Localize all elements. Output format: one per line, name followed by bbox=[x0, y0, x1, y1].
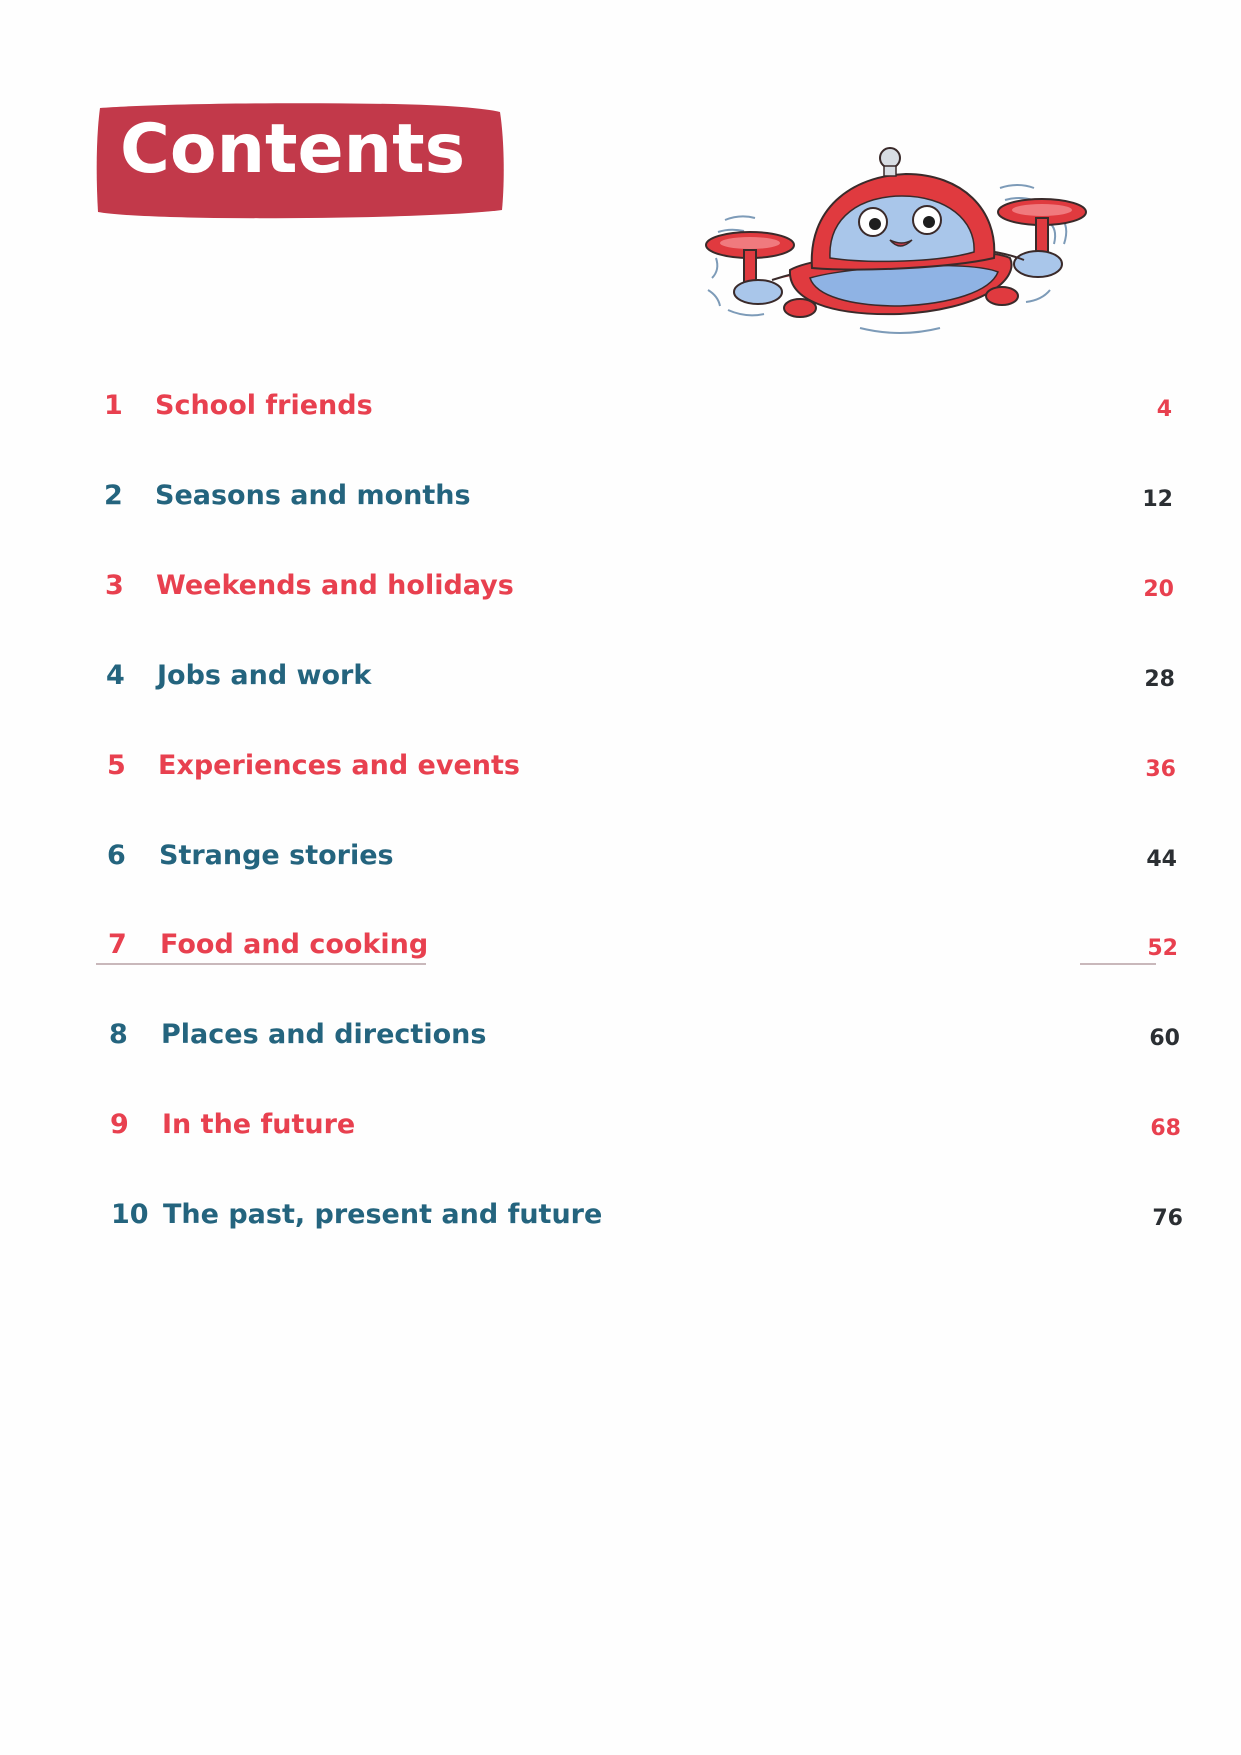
unit-number: 9 bbox=[110, 1109, 129, 1140]
page-number: 44 bbox=[1146, 847, 1177, 872]
unit-number: 3 bbox=[105, 570, 124, 601]
underline-rule bbox=[1080, 963, 1156, 965]
page-number: 12 bbox=[1142, 487, 1173, 512]
unit-title: Weekends and holidays bbox=[156, 570, 514, 601]
unit-title: Experiences and events bbox=[158, 750, 520, 781]
unit-title: The past, present and future bbox=[163, 1199, 603, 1230]
page-number: 68 bbox=[1150, 1116, 1181, 1141]
unit-title: Jobs and work bbox=[157, 660, 372, 691]
page-number: 60 bbox=[1149, 1026, 1180, 1051]
unit-title: Food and cooking bbox=[160, 929, 429, 960]
unit-number: 5 bbox=[107, 750, 126, 781]
page-number: 20 bbox=[1143, 577, 1174, 602]
underline-rule bbox=[96, 963, 426, 965]
drone-mascot-icon bbox=[680, 140, 1140, 350]
unit-title: Strange stories bbox=[159, 840, 394, 871]
page-number: 36 bbox=[1145, 757, 1176, 782]
unit-number: 8 bbox=[109, 1019, 128, 1050]
unit-number: 1 bbox=[104, 390, 123, 421]
unit-number: 2 bbox=[104, 480, 123, 511]
unit-number: 6 bbox=[107, 840, 126, 871]
contents-banner bbox=[94, 98, 506, 224]
unit-number: 10 bbox=[111, 1199, 149, 1230]
unit-title: School friends bbox=[155, 390, 373, 421]
page-number: 28 bbox=[1144, 667, 1175, 692]
page-number: 76 bbox=[1152, 1206, 1183, 1231]
page-title: Contents bbox=[120, 110, 466, 189]
page-number: 52 bbox=[1147, 936, 1178, 961]
unit-number: 7 bbox=[108, 929, 127, 960]
unit-title: Places and directions bbox=[161, 1019, 487, 1050]
page-number: 4 bbox=[1156, 397, 1172, 422]
unit-number: 4 bbox=[106, 660, 125, 691]
left-rotor-icon bbox=[706, 232, 794, 304]
unit-title: In the future bbox=[162, 1109, 356, 1140]
unit-title: Seasons and months bbox=[155, 480, 471, 511]
